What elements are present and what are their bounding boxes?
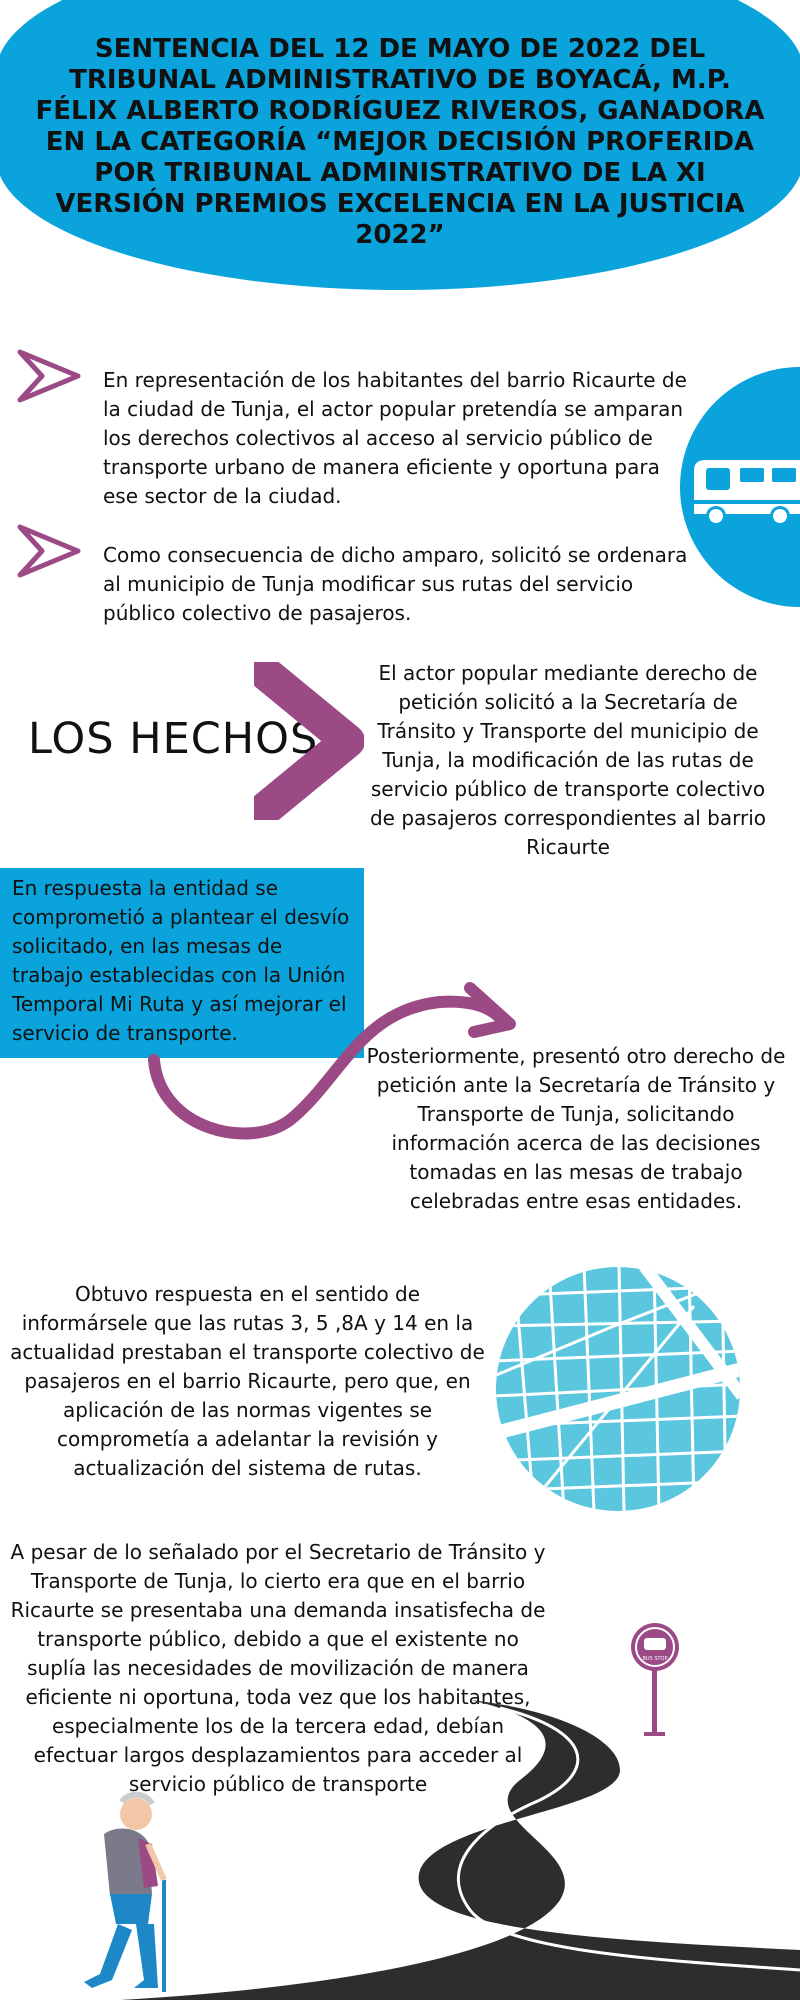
hechos-paragraph-1: El actor popular mediante derecho de petición solicitó a la Secretaría de Tránsito y Transporte del municipio de Tunja, la modificación de las rutas de servicio público de transporte colectivo de pasajeros correspondientes al barrio Ricaurte xyxy=(369,661,767,859)
hechos-paragraph-3: Posteriormente, presentó otro derecho de petición ante la Secretaría de Tránsito y Transporte de Tunja, solicitando información acerca de las decisiones tomadas en las mesas de trabajo celebradas entre esas entidades. xyxy=(366,1044,786,1213)
elderly-person-icon xyxy=(40,1784,180,1996)
hechos-paragraph-2: En respuesta la entidad se comprometió a plantear el desvío solicitado, en las mesas de trabajo establecidas con la Unión Temporal Mi Ruta y así mejorar el servicio de transporte. xyxy=(12,876,350,1045)
page-title: SENTENCIA DEL 12 DE MAYO DE 2022 DEL TRIBUNAL ADMINISTRATIVO DE BOYACÁ, M.P. FÉLIX ALBERTO RODRÍGUEZ RIVEROS, GANADORA EN LA CATEGORÍA “MEJOR DECISIÓN PROFERIDA POR TRIBUNAL ADMINISTRATIVO DE LA XI VERSIÓN PREMIOS EXCELENCIA EN LA JUSTICIA 2022” xyxy=(35,34,765,250)
bus-circle xyxy=(680,366,800,608)
big-chevron-icon xyxy=(254,662,364,820)
bus-stop-sign-text: BUS STOP xyxy=(642,1656,668,1662)
hechos-paragraph-4: Obtuvo respuesta en el sentido de informársele que las rutas 3, 5 ,8A y 14 en la actualidad prestaban el transporte colectivo de pasajeros en el barrio Ricaurte, pero que, en aplicación de las normas vigentes se comprometía a adelantar la revisión y actualización del sistema de rutas. xyxy=(10,1282,485,1480)
section-heading: LOS HECHOS xyxy=(28,714,319,764)
chevron-right-icon xyxy=(14,346,84,406)
chevron-right-icon xyxy=(14,521,84,581)
bus-stop-sign-icon xyxy=(628,1620,682,1740)
intro-paragraph-2: Como consecuencia de dicho amparo, solicitó se ordenara al municipio de Tunja modificar sus rutas del servicio público colectivo de pasajeros. xyxy=(103,543,688,625)
intro-paragraph-1: En representación de los habitantes del barrio Ricaurte de la ciudad de Tunja, el actor popular pretendía se amparan los derechos colectivos al acceso al servicio público de transporte urbano de manera eficiente y oportuna para ese sector de la ciudad. xyxy=(103,368,687,508)
hechos-paragraph-5: A pesar de lo señalado por el Secretario de Tránsito y Transporte de Tunja, lo cierto era que en el barrio Ricaurte se presentaba una demanda insatisfecha de transporte público, debido a que el existente no suplía las necesidades de movilización de manera eficiente ni oportuna, toda vez que los habitantes, especialmente los de la tercera edad, debían efectuar largos desplazamientos para acceder al servicio público de transporte xyxy=(10,1540,546,1796)
city-map-icon xyxy=(494,1266,742,1512)
